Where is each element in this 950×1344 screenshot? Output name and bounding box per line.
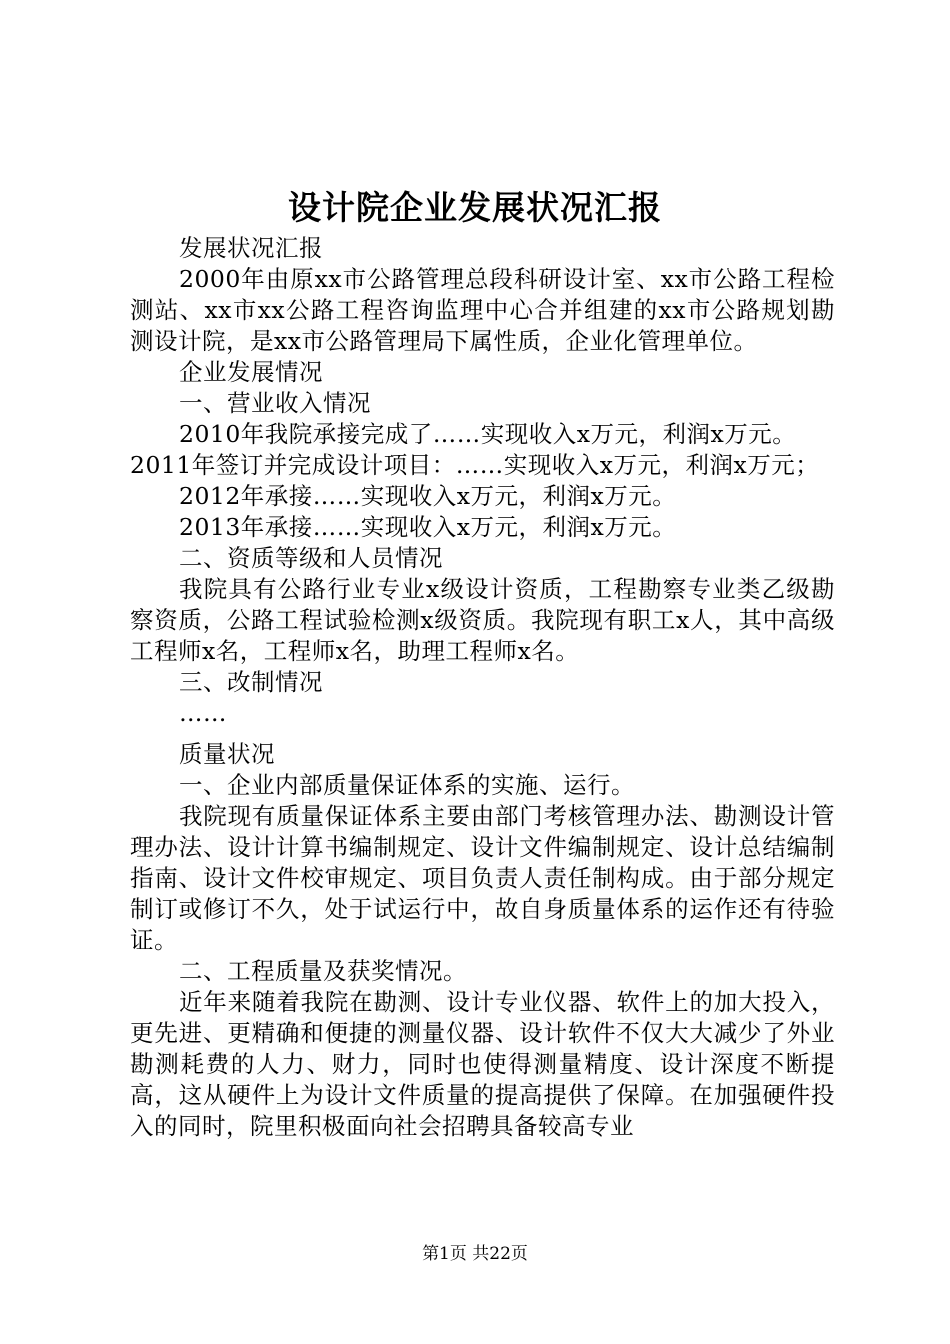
subheading-restructuring: 三、改制情况 — [179, 668, 323, 696]
page-number-footer: 第1页 共22页 — [422, 1244, 528, 1264]
paragraph-qualification: 我院具有公路行业专业x级设计资质，工程勘察专业类乙级勘察资质，公路工程试验检测x级资质。我院现有职工x人，其中高级工程师x名，工程师x名，助理工程师x名。 — [130, 575, 835, 665]
paragraph-quality-system: 我院现有质量保证体系主要由部门考核管理办法、勘测设计管理办法、设计计算书编制规定、设计文件编制规定、设计总结编制指南、设计文件校审规定、项目负责人责任制构成。由于部分规定制订或修订不久，处于试运行中，故自身质量体系的运作还有待验证。 — [130, 802, 835, 954]
subheading-quality-system: 一、企业内部质量保证体系的实施、运行。 — [179, 771, 635, 799]
paragraph-revenue-2012: 2012年承接……实现收入x万元，利润x万元。 — [179, 482, 677, 510]
section-heading-quality: 质量状况 — [179, 740, 275, 768]
document-title: 设计院企业发展状况汇报 — [288, 188, 662, 227]
paragraph-quality-awards: 近年来随着我院在勘测、设计专业仪器、软件上的加大投入，更先进、更精确和便捷的测量仪器、设计软件不仅大大减少了外业勘测耗费的人力、财力，同时也使得测量精度、设计深度不断提高，这从硬件上为设计文件质量的提高提供了保障。在加强硬件投入的同时，院里积极面向社会招聘具备较高专业 — [130, 988, 835, 1140]
section-heading-development: 企业发展情况 — [179, 358, 323, 386]
subheading-quality-awards: 二、工程质量及获奖情况。 — [179, 957, 467, 985]
paragraph-revenue-2011: 2011年签订并完成设计项目：……实现收入x万元，利润x万元； — [130, 451, 820, 479]
paragraph-revenue-2013: 2013年承接……实现收入x万元，利润x万元。 — [179, 513, 677, 541]
paragraph-revenue-2010: 2010年我院承接完成了……实现收入x万元，利润x万元。 — [179, 420, 797, 448]
paragraph-report-heading: 发展状况汇报 — [179, 234, 323, 262]
paragraph-intro: 2000年由原xx市公路管理总段科研设计室、xx市公路工程检测站、xx市xx公路工程咨询监理中心合并组建的xx市公路规划勘测设计院，是xx市公路管理局下属性质，企业化管理单位。 — [130, 265, 835, 355]
subheading-qualification: 二、资质等级和人员情况 — [179, 544, 443, 572]
subheading-revenue: 一、营业收入情况 — [179, 389, 371, 417]
document-body — [130, 233, 835, 1142]
paragraph-ellipsis: …… — [179, 699, 227, 727]
